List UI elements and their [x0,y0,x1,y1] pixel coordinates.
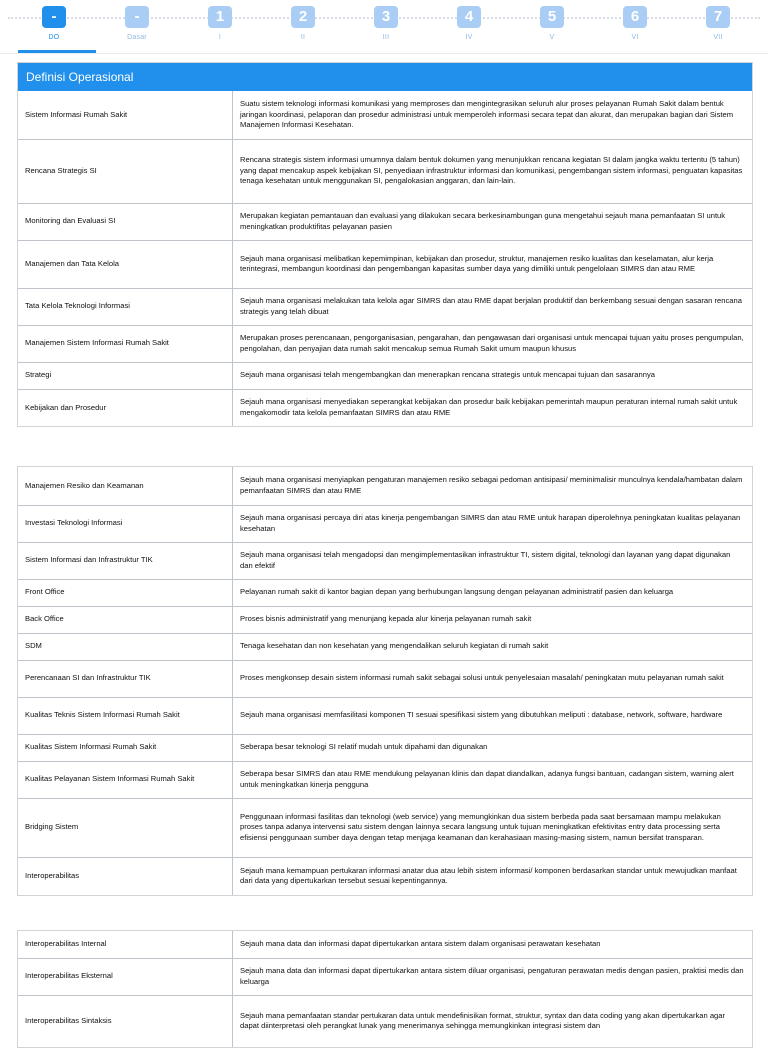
step-label: VI [631,34,639,41]
step-navigation [0,0,768,56]
definitions-table-3 [18,931,752,1047]
step-badge: 6 [623,6,647,28]
table-row [18,362,752,389]
term-cell: Interoperabilitas Sintaksis [18,995,233,1047]
step-badge: - [42,6,66,28]
term-cell: Interoperabilitas [18,857,233,895]
term-cell: Bridging Sistem [18,798,233,857]
definition-cell: Sejauh mana organisasi memfasilitasi komponen TI sesuai spesifikasi sistem yang dibutuhkan meliputi : database, network, software, hardware [233,697,753,734]
table-row [18,505,752,542]
stepper-divider [0,53,768,54]
term-cell: Perencanaan SI dan Infrastruktur TIK [18,660,233,697]
step-badge: 7 [706,6,730,28]
table-row [18,579,752,606]
step-badge: 3 [374,6,398,28]
step-label: IV [465,34,473,41]
definition-cell: Seberapa besar SIMRS dan atau RME mendukung pelayanan klinis dan dapat diandalkan, adanya fungsi bantuan, cadangan sistem, warning alert untuk meningkatkan kinerja pengguna [233,761,753,798]
step-5[interactable] [356,6,416,41]
step-6[interactable] [439,6,499,41]
table-row [18,958,752,995]
table-row [18,995,752,1047]
term-cell: Kualitas Sistem Informasi Rumah Sakit [18,734,233,761]
table-row [18,857,752,895]
step-label: II [300,34,306,41]
term-cell: Interoperabilitas Eksternal [18,958,233,995]
definition-cell: Merupakan kegiatan pemantauan dan evaluasi yang dilakukan secara berkesinambungan guna mengetahui sejauh mana pemanfaatan SI untuk meningkatkan produktifitas pelayanan pasien [233,203,753,240]
step-badge: 2 [291,6,315,28]
table-row [18,734,752,761]
definition-cell: Sejauh mana data dan informasi dapat dipertukarkan antara sistem diluar organisasi, pengaturan perawatan medis dengan pasien, praktisi medis dan keluarga [233,958,753,995]
definition-cell: Sejauh mana organisasi menyiapkan pengaturan manajemen resiko sebagai pedoman antisipasi/ meminimalisir munculnya kendala/hambatan dalam pemanfaatan SIMRS dan atau RME [233,467,753,505]
definitions-card-3 [17,930,753,1048]
definition-cell: Tenaga kesehatan dan non kesehatan yang mengendalikan seluruh kegiatan di rumah sakit [233,633,753,660]
step-badge: 1 [208,6,232,28]
step-label: V [549,34,555,41]
definition-cell: Proses bisnis administratif yang menunjang kepada alur kinerja pelayanan rumah sakit [233,606,753,633]
definitions-card-1 [17,62,753,427]
table-row [18,931,752,958]
definitions-table-2 [18,467,752,895]
table-row [18,139,752,203]
table-row [18,325,752,362]
definition-cell: Sejauh mana data dan informasi dapat dipertukarkan antara sistem dalam organisasi perawatan kesehatan [233,931,753,958]
definition-cell: Pelayanan rumah sakit di kantor bagian depan yang berhubungan langsung dengan pelayanan administratif pasien dan keluarga [233,579,753,606]
term-cell: Rencana Strategis SI [18,139,233,203]
step-label: Dasar [127,34,147,41]
definition-cell: Penggunaan informasi fasilitas dan teknologi (web service) yang memungkinkan dua sistem berbeda pada saat bersamaan mampu melakukan proses tanpa adanya intervensi satu sistem dengan lainnya secara langsung untuk tujuan meningkatkan efektivitas entry data processing serta efisiensi penggunaan sumber daya dengan tetap menjaga keamanan dan kerahasiaan masing-masing sistem, namun bersifat transparan. [233,798,753,857]
step-4[interactable] [273,6,333,41]
step-2[interactable] [107,6,167,41]
table-row [18,203,752,240]
definition-cell: Sejauh mana organisasi melibatkan kepemimpinan, kebijakan dan prosedur, struktur, manajemen resiko kualitas dan keselamatan, alur kerja terintegrasi, membangun koordinasi dan pengembangan kapasitas sumber daya yang dimiliki untuk pengelolaan SIMRS dan atau RME [233,240,753,288]
step-3[interactable] [190,6,250,41]
definitions-table-1 [18,91,752,426]
step-badge: - [125,6,149,28]
table-row [18,660,752,697]
table-row [18,798,752,857]
step-1[interactable] [24,6,84,41]
table-row [18,633,752,660]
term-cell: Tata Kelola Teknologi Informasi [18,288,233,325]
term-cell: Strategi [18,362,233,389]
table-row [18,91,752,139]
step-label: VII [713,34,723,41]
table-row [18,606,752,633]
term-cell: Manajemen Resiko dan Keamanan [18,467,233,505]
definitions-card-2 [17,466,753,896]
term-cell: Sistem Informasi dan Infrastruktur TIK [18,542,233,579]
table-row [18,697,752,734]
step-label: III [382,34,390,41]
definition-cell: Sejauh mana organisasi telah mengembangkan dan menerapkan rencana strategis untuk mencapai tujuan dan sasarannya [233,362,753,389]
step-9[interactable] [688,6,748,41]
table-row [18,288,752,325]
definition-cell: Sejauh mana kemampuan pertukaran informasi anatar dua atau lebih sistem informasi/ komponen berdasarkan standar untuk mewujudkan manfaat dari data yang dipertukarkan tersebut sesuai kepentingannya. [233,857,753,895]
table-row [18,389,752,426]
table-row [18,761,752,798]
term-cell: Kebijakan dan Prosedur [18,389,233,426]
definition-cell: Seberapa besar teknologi SI relatif mudah untuk dipahami dan digunakan [233,734,753,761]
step-8[interactable] [605,6,665,41]
term-cell: Investasi Teknologi Informasi [18,505,233,542]
step-label: DO [48,34,60,41]
term-cell: Sistem Informasi Rumah Sakit [18,91,233,139]
step-7[interactable] [522,6,582,41]
term-cell: Manajemen dan Tata Kelola [18,240,233,288]
definition-cell: Sejauh mana organisasi percaya diri atas kinerja pengembangan SIMRS dan atau RME untuk harapan diperolehnya peningkatan kualitas pelayanan kesehatan [233,505,753,542]
term-cell: Monitoring dan Evaluasi SI [18,203,233,240]
definition-cell: Rencana strategis sistem informasi umumnya dalam bentuk dokumen yang menunjukkan rencana kegiatan SI dalam jangka waktu tertentu (5 tahun) yang dapat mencakup aspek kebijakan SI, penyediaan infrastruktur informasi dan komunikasi, pengembangan sistem informasi, penguatan kapasitas tenaga kesehatan untuk menggunakan SI, pengalokasian anggaran, dan lain-lain. [233,139,753,203]
step-label: I [218,34,222,41]
definition-cell: Sejauh mana organisasi menyediakan seperangkat kebijakan dan prosedur baik kebijakan pemerintah maupun peraturan internal rumah sakit untuk mengakomodir tata kelola pemanfaatan SIMRS dan atau RME [233,389,753,426]
term-cell: Front Office [18,579,233,606]
term-cell: SDM [18,633,233,660]
definition-cell: Sejauh mana organisasi telah mengadopsi dan mengimplementasikan infrastruktur TI, sistem digital, teknologi dan layanan yang dapat digunakan dan efektif [233,542,753,579]
term-cell: Interoperabilitas Internal [18,931,233,958]
term-cell: Kualitas Teknis Sistem Informasi Rumah Sakit [18,697,233,734]
term-cell: Kualitas Pelayanan Sistem Informasi Rumah Sakit [18,761,233,798]
definition-cell: Suatu sistem teknologi informasi komunikasi yang memproses dan mengintegrasikan seluruh alur proses pelayanan Rumah Sakit dalam bentuk jaringan koordinasi, pelaporan dan prosedur administrasi untuk memperoleh informasi secara tepat dan akurat, dan merupakan bagian dari Sistem Manajemen Informasi Kesehatan. [233,91,753,139]
table-row [18,467,752,505]
table-row [18,542,752,579]
definition-cell: Sejauh mana pemanfaatan standar pertukaran data untuk mendefinisikan format, struktur, syntax dan data coding yang akan dipertukarkan agar dapat diinterpretasi oleh perangkat lunak yang menerimanya sehingga memungkinkan integrasi sistem dan [233,995,753,1047]
definition-cell: Sejauh mana organisasi melakukan tata kelola agar SIMRS dan atau RME dapat berjalan produktif dan berkembang sesuai dengan sasaran rencana strategis yang telah dibuat [233,288,753,325]
term-cell: Back Office [18,606,233,633]
step-badge: 5 [540,6,564,28]
section-title: Definisi Operasional [18,63,752,91]
term-cell: Manajemen Sistem Informasi Rumah Sakit [18,325,233,362]
definition-cell: Merupakan proses perencanaan, pengorganisasian, pengarahan, dan pengawasan dari organisasi untuk mencapai tujuan yaitu proses pengumpulan, pengolahan, dan penyajian data rumah sakit mencakup semua Rumah Sakit umum maupun khusus [233,325,753,362]
table-row [18,240,752,288]
step-badge: 4 [457,6,481,28]
definition-cell: Proses mengkonsep desain sistem informasi rumah sakit sebagai solusi untuk penyelesaian masalah/ peningkatan mutu pelayanan rumah sakit [233,660,753,697]
